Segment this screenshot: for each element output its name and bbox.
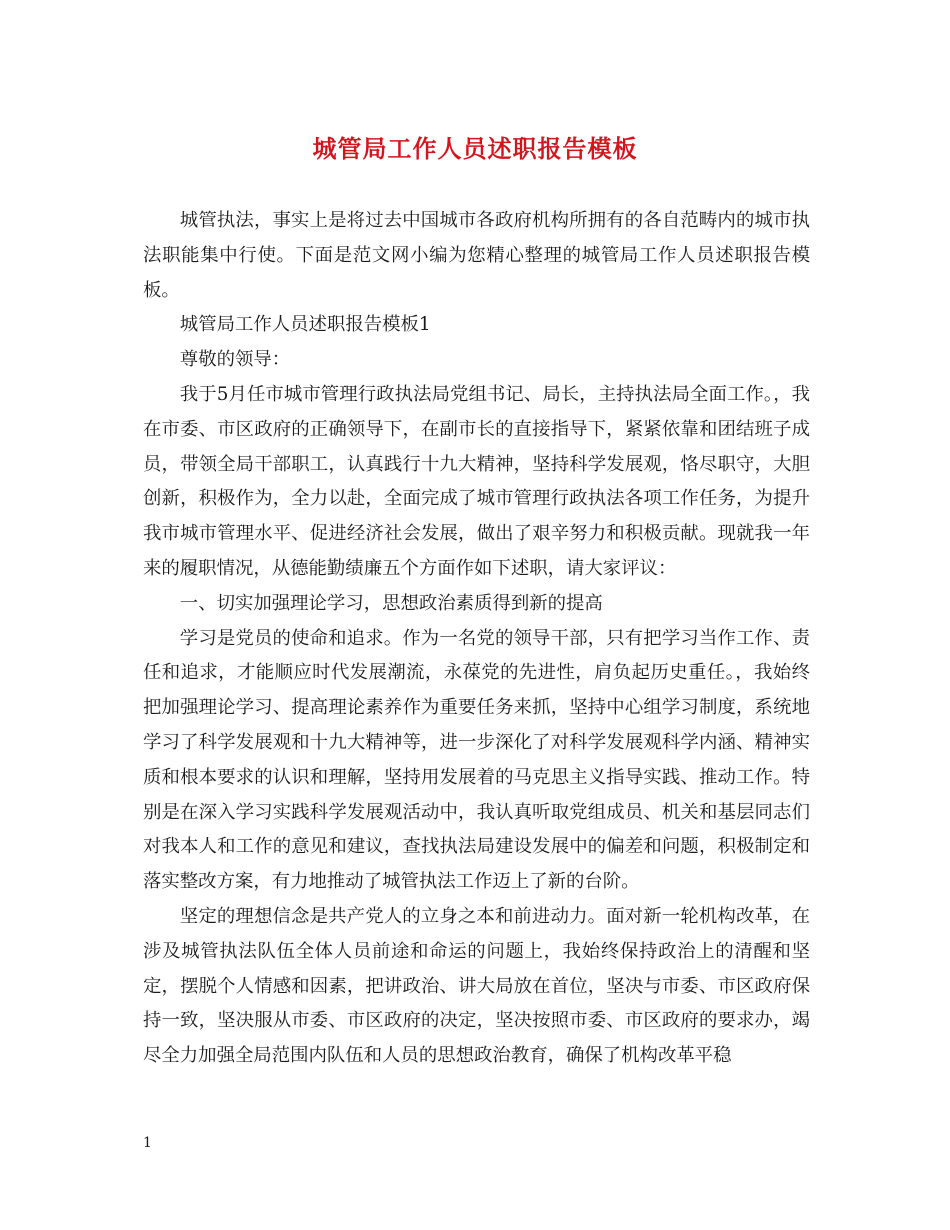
document-title: 城管局工作人员述职报告模板 xyxy=(312,134,638,163)
page-number: 1 xyxy=(143,1135,152,1151)
body-paragraph: 我于5月任市城市管理行政执法局党组书记、局长，主持执法局全面工作。，我在市委、市区政府的正确领导下，在副市长的直接指导下，紧紧依靠和团结班子成员，带领全局干部职工，认真践行十九大精神，坚持科学发展观，恪尽职守，大胆创新，积极作为，全力以赴，全面完成了城市管理行政执法各项工作任务，为提升我市城市管理水平、促进经济社会发展，做出了艰辛努力和积极贡献。现就我一年来的履职情况，从德能勤绩廉五个方面作如下述职，请大家评议： xyxy=(143,383,810,579)
section-heading: 城管局工作人员述职报告模板1 xyxy=(179,314,431,336)
salutation: 尊敬的领导： xyxy=(179,349,291,371)
body-paragraph: 学习是党员的使命和追求。作为一名党的领导干部，只有把学习当作工作、责任和追求，才能顺应时代发展潮流，永葆党的先进性，肩负起历史重任。，我始终把加强理论学习、提高理论素养作为重要任务来抓，坚持中心组学习制度，系统地学习了科学发展观和十九大精神等，进一步深化了对科学发展观科学内涵、精神实质和根本要求的认识和理解，坚持用发展着的马克思主义指导实践、推动工作。特别是在深入学习实践科学发展观活动中，我认真听取党组成员、机关和基层同志们对我本人和工作的意见和建议，查找执法局建设发展中的偏差和问题，积极制定和落实整改方案，有力地推动了城管执法工作迈上了新的台阶。 xyxy=(143,627,810,893)
subsection-heading: 一、切实加强理论学习，思想政治素质得到新的提高 xyxy=(179,592,603,614)
intro-paragraph: 城管执法，事实上是将过去中国城市各政府机构所拥有的各自范畴内的城市执法职能集中行使。下面是范文网小编为您精心整理的城管局工作人员述职报告模板。 xyxy=(143,210,810,301)
body-paragraph: 坚定的理想信念是共产党人的立身之本和前进动力。面对新一轮机构改革，在涉及城管执法队伍全体人员前途和命运的问题上，我始终保持政治上的清醒和坚定，摆脱个人情感和因素，把讲政治、讲大局放在首位，坚决与市委、市区政府保持一致，坚决服从市委、市区政府的决定，坚决按照市委、市区政府的要求办，竭尽全力加强全局范围内队伍和人员的思想政治教育，确保了机构改革平稳 xyxy=(143,905,810,1067)
document-body xyxy=(143,204,810,1074)
